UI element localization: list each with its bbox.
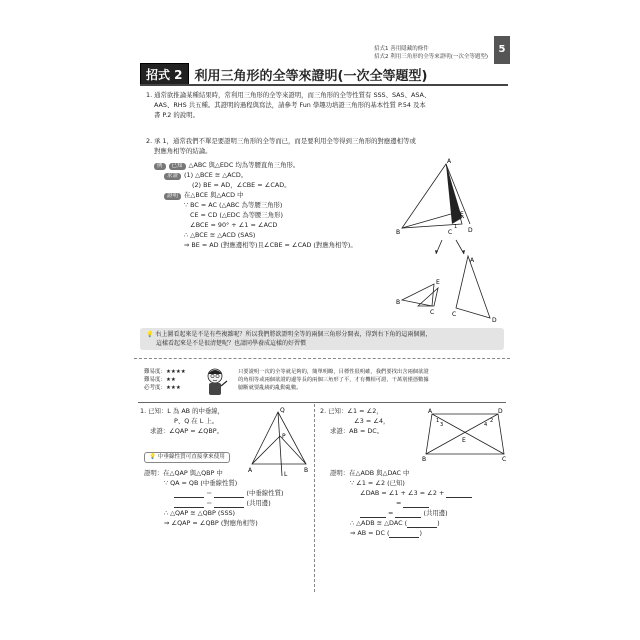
label-E-top: E	[460, 211, 464, 218]
section-badge: 招式 2	[140, 63, 189, 86]
q2-proof-line-6	[330, 518, 508, 528]
proof-line-1: 在△BCE 與△ACD 中	[184, 191, 244, 199]
ask-label: 求證	[164, 173, 181, 180]
exercise-divider	[138, 402, 506, 403]
label-Q: Q	[280, 407, 285, 414]
example-figures	[394, 158, 504, 328]
q1-eq-1: ＝	[206, 489, 213, 497]
label-C-q2: C	[502, 456, 507, 462]
ask-2-text: (2) BE = AD，∠CBE = ∠CAD。	[192, 181, 291, 189]
tip-line-1-text: 右上圖看起來是不是有些複雜呢？所以我們將欲證明全等的兩個三角形分開表，得到右下角的這兩個圖，	[155, 331, 432, 338]
q2-blank-4[interactable]	[395, 510, 421, 518]
q1-proof-line-4	[144, 498, 314, 508]
question-1-proof	[144, 468, 314, 528]
q2-proof-line-4	[330, 498, 508, 508]
header-line-2: 招式2 利用三角形的全等來證明(一次全等題型)	[373, 54, 488, 60]
q2-reason-1: (共用邊)	[423, 509, 448, 517]
q2-proof-line-7	[330, 528, 508, 538]
label-C-top: C	[448, 229, 453, 236]
paragraph-1-line-3: 書 P.2 的說明。	[154, 111, 199, 119]
q2-proof-line-1: 證明：在△ADB 與△DAC 中	[330, 469, 410, 477]
rating-1: 難易度：★★★★	[144, 369, 186, 375]
label-A-bottom: A	[470, 257, 475, 264]
q2-proof-line-2: ∵ ∠1 = ∠2 (已知)	[350, 479, 405, 487]
rating-3: 必考度：★★★	[144, 385, 181, 391]
split-arrows	[435, 240, 465, 254]
label-B-bottom: B	[396, 299, 401, 306]
q1-proof-line-6: ⇒ ∠QAP = ∠QBP (對應角相等)	[164, 519, 258, 527]
angle-label-4: 4	[484, 422, 488, 428]
paragraph-2-line-2: 對應角相等的結論。	[154, 147, 212, 155]
q1-given: 1. 已知：L 為 AB 的中垂線，	[140, 407, 225, 415]
q2-angle-sum: ∠DAB = ∠1 + ∠3 = ∠2 +	[360, 489, 445, 497]
column-divider	[314, 404, 315, 592]
q2-blank-2[interactable]	[403, 500, 429, 508]
given-text: △ABC 與△EDC 均為等腰直角三角形。	[188, 161, 300, 169]
worked-example	[154, 160, 404, 250]
paragraph-1	[146, 90, 506, 120]
given-label: 已知	[169, 163, 186, 170]
q2-given-2: ∠3 = ∠4，	[354, 417, 390, 425]
q1-ask: 求證：∠QAP = ∠QBP。	[150, 427, 223, 435]
question-2-proof	[330, 468, 508, 538]
label-B-q2: B	[422, 456, 427, 462]
proof-line-3: CE = CD (△EDC 為等腰三角形)	[190, 211, 284, 219]
title-divider	[140, 84, 508, 86]
proof-line-5: ∴ △BCE ≅ △ACD (SAS)	[184, 231, 256, 239]
example-given	[154, 160, 404, 170]
difficulty-ratings	[144, 368, 186, 392]
example-label: 例	[154, 163, 166, 170]
label-E-bottom: E	[436, 279, 440, 286]
label-E-q2: E	[462, 437, 466, 444]
label-B-q1: B	[304, 467, 309, 474]
q1-blank-2[interactable]	[214, 490, 244, 498]
rating-2: 難易度：★★	[144, 377, 176, 383]
tip-line-1	[146, 330, 498, 339]
label-P: P	[282, 433, 286, 440]
lightbulb-icon: 💡	[146, 331, 154, 338]
q1-reason-1: (中垂線性質)	[246, 489, 284, 497]
q1-blank-3[interactable]	[174, 500, 204, 508]
intro-line-2: 的角相等或兩個欲證的邊等長的兩個三角形了平，才有機相可證，干萬別僅憑數據	[238, 377, 429, 383]
q1-proof-line-1: 證明：在△QAP 與△QBP 中	[144, 469, 223, 477]
example-proof-start	[154, 190, 404, 200]
proof-label: 證明	[164, 193, 181, 200]
q2-eq-1: =	[396, 499, 402, 507]
proof-line-4: ∠BCE = 90° + ∠1 = ∠ACD	[190, 221, 278, 229]
paragraph-1-line-2: AAS、RHS 共五種。其證明的過程與寫法，請參考 Fun 學趣功培證三角形的基本性質 P.54 及本	[154, 101, 426, 109]
question-2-statement	[320, 406, 430, 436]
top-triangle-figure	[396, 158, 473, 236]
q1-eq-2: ＝	[206, 499, 213, 507]
q1-blank-4[interactable]	[214, 500, 244, 508]
q2-paren-1: )	[437, 519, 440, 527]
q2-conclusion: ⇒ AB = DC (	[350, 529, 390, 537]
q2-congruence: ∴ △ADB ≅ △DAC (	[350, 519, 408, 527]
q1-proof-line-2: ∵ QA = QB (中垂線性質)	[164, 479, 238, 487]
teacher-mascot-icon	[202, 366, 228, 398]
q2-given: 2. 已知：∠1 = ∠2，	[320, 407, 383, 415]
label-D-bottom: D	[492, 317, 497, 324]
header-line-1: 招式1 善用隱藏的條件	[373, 46, 429, 52]
label-L: L	[284, 471, 288, 478]
paragraph-2	[146, 136, 506, 156]
q1-given-2: P、Q 在 L 上。	[174, 417, 219, 425]
intro-line-1: 只要證明一次的全等就足夠的，簡單明瞭，目標性很明確，我們要找出含兩個欲證	[238, 369, 429, 375]
angle-label-3: 3	[440, 422, 444, 428]
section-title	[140, 64, 427, 84]
label-A-q1: A	[248, 467, 253, 474]
running-header	[374, 45, 488, 61]
q2-paren-2: )	[419, 529, 422, 537]
ask-1-text: (1) △BCE ≅ △ACD。	[184, 171, 248, 179]
q2-proof-line-5	[330, 508, 508, 518]
q2-proof-line-3	[330, 488, 508, 498]
q1-proof-line-3	[144, 488, 314, 498]
bottom-triangle-figures	[396, 256, 497, 324]
label-D-top: D	[468, 227, 473, 234]
proof-line-6: ⇒ BE = AD (對應邊相等)且∠CBE = ∠CAD (對應角相等)。	[184, 241, 357, 249]
angle-label-1: 1	[436, 418, 440, 424]
lightbulb-icon: 💡	[149, 454, 156, 460]
exercise-header	[134, 366, 510, 400]
q2-blank-6[interactable]	[389, 530, 419, 538]
tip-line-2: 這樣看起來是不是很清楚呢？也請同學養成這樣的好習慣	[156, 340, 307, 347]
tip-box	[140, 328, 504, 350]
q1-hint-text: 中垂線性質可直接拿來使用	[157, 454, 225, 460]
exercise-intro	[238, 368, 500, 392]
label-C2-bottom: C	[452, 311, 457, 318]
q2-blank-3[interactable]	[360, 510, 386, 518]
section-dashed-divider	[134, 358, 510, 359]
label-C-bottom: C	[430, 309, 435, 316]
label-A-q2: A	[428, 408, 433, 415]
label-B-top: B	[396, 229, 401, 236]
proof-line-2: ∵ BC = AC (△ABC 為等腰三角形)	[184, 201, 283, 209]
label-D-q2: D	[498, 408, 503, 415]
q1-blank-1[interactable]	[174, 490, 204, 498]
paragraph-1-line-1: 1. 通常欲推論某種結果時，常利用三角形的全等來證明，而三角形的全等性質有 SSS、SAS、ASA、	[146, 91, 431, 99]
q1-hint-box	[144, 452, 230, 463]
angle-label-2: 2	[490, 418, 494, 424]
question-1-statement	[140, 406, 260, 436]
page-tab: 5	[494, 36, 510, 64]
q1-proof-line-5: ∴ △QAP ≅ △QBP (SSS)	[164, 509, 236, 517]
q2-ask: 求證：AB = DC。	[330, 427, 384, 435]
label-A-top: A	[447, 158, 452, 165]
example-ask-1	[154, 170, 404, 180]
q2-figure	[422, 406, 508, 462]
q2-blank-1[interactable]	[446, 490, 472, 498]
section-title-text: 利用三角形的全等來證明(一次全等題型)	[194, 68, 428, 84]
q2-blank-5[interactable]	[407, 520, 437, 528]
q2-eq-2: =	[388, 509, 394, 517]
textbook-page	[134, 36, 510, 596]
q1-reason-2: (共用邊)	[246, 499, 271, 507]
label-1-top: 1	[454, 224, 458, 230]
paragraph-2-line-1: 2. 承 1，通常我們不單是要證明三角形的全等而已，而是要利用全等得到三角形的對應邊相等或	[146, 137, 416, 145]
intro-line-3: 臆斷就要亂繞的亂動亂數。	[238, 385, 302, 391]
